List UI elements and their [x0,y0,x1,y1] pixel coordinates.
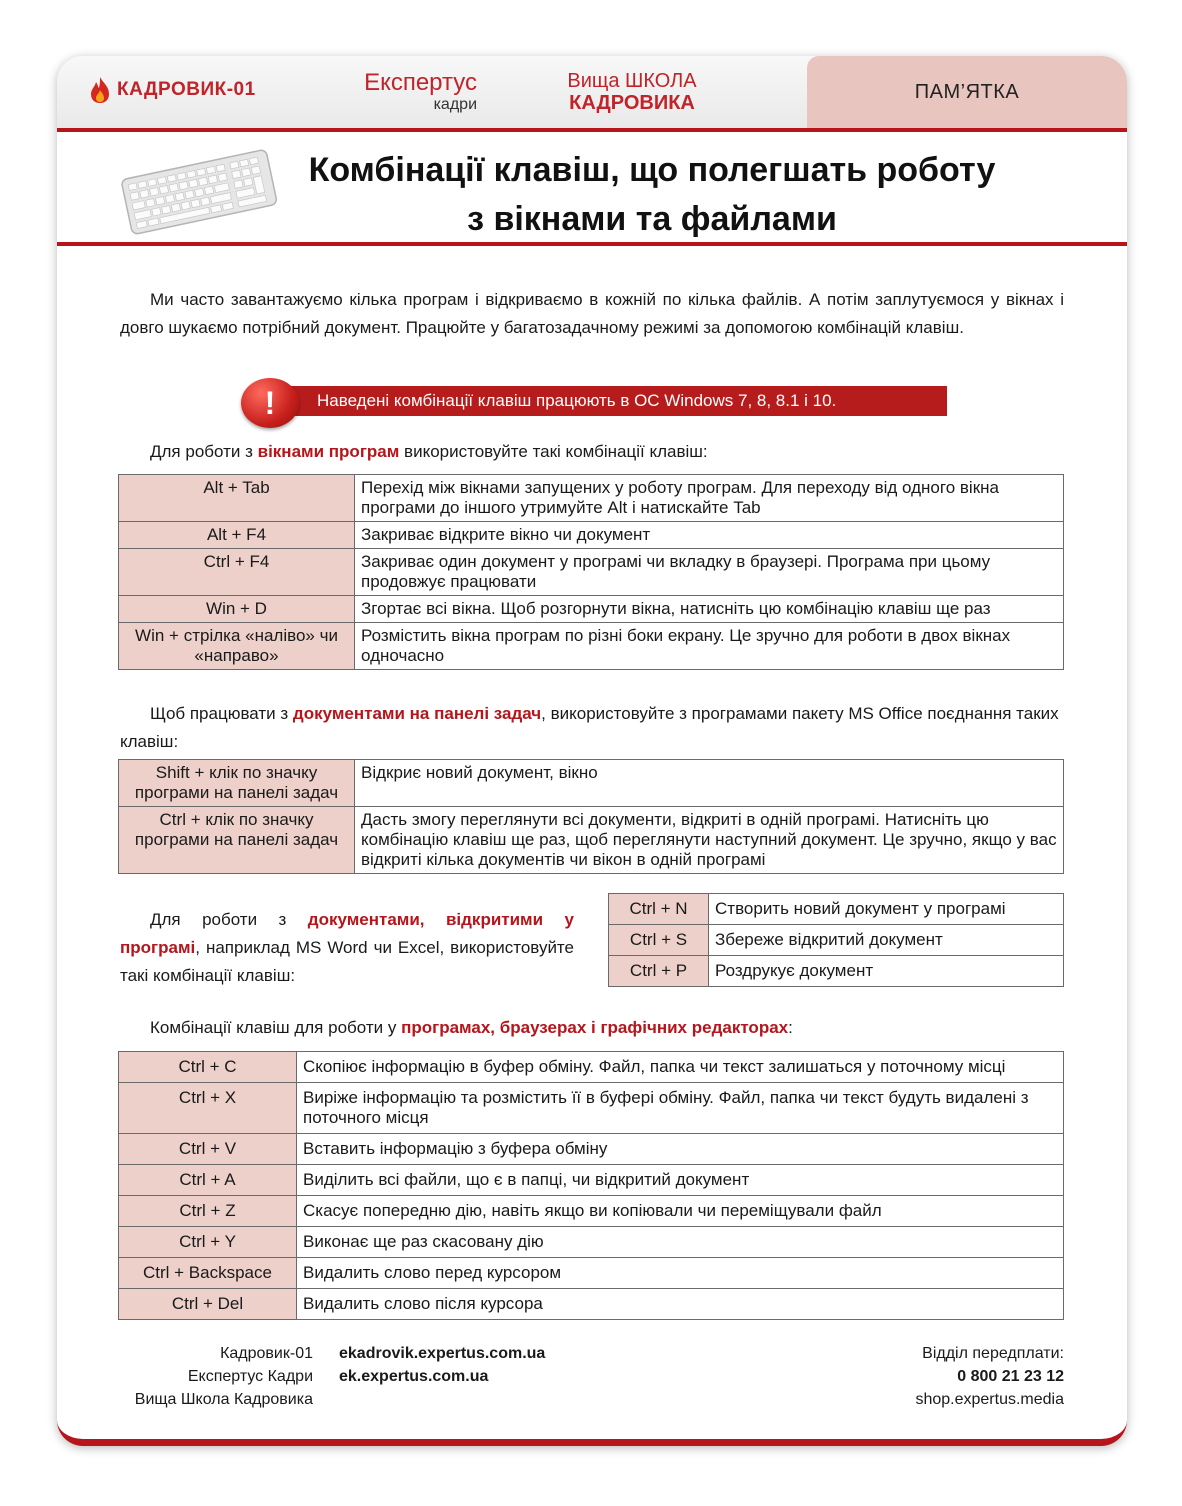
shortcut-key: Ctrl + N [609,894,709,925]
table-row [119,1134,1064,1165]
shortcut-description: Закриває один документ у програмі чи вкладку в браузері. Програма при цьому продовжує працювати [355,549,1064,596]
section4-post: : [788,1018,793,1037]
shortcut-description: Виріже інформацію та розмістить її в буфері обміну. Файл, папка чи текст будуть видалені з поточного місця [297,1083,1064,1134]
flame-icon [89,76,111,104]
subscription-phone[interactable] [837,1365,1064,1388]
table-row [119,1289,1064,1320]
table-row [119,1052,1064,1083]
page-title [257,146,1047,244]
section2-highlight: документами на панелі задач [292,704,542,723]
section2-post: , використовуйте з програмами пакету MS Office поєднання таких клавіш: [120,704,1059,751]
shortcut-description: Скопіює інформацію в буфер обміну. Файл, папка чи текст залишаться у поточному місці [297,1052,1064,1083]
memo-tag: ПАМ’ЯТКА [807,56,1127,128]
windows-note-text: Наведені комбінації клавіш працюють в ОС Windows 7, 8, 8.1 і 10. [281,386,947,416]
shortcut-description: Виділить всі файли, що є в папці, чи відкритий документ [297,1165,1064,1196]
shortcut-key: Shift + клік по значку програми на панелі задач [119,760,355,807]
subscription-phone-number: 0 800 21 23 12 [957,1368,1064,1385]
school-logo-line2: КАДРОВИКА [569,92,695,114]
table-row [119,623,1064,670]
section1-pre: Для роботи з [150,442,258,461]
shortcut-description: Роздрукує документ [709,956,1064,987]
footer-subscription [837,1342,1064,1411]
shortcut-description: Скасує попередню дію, навіть якщо ви копіювали чи переміщували файл [297,1196,1064,1227]
section1-post: використовуйте такі комбінації клавіш: [399,442,708,461]
shortcut-description: Видалить слово після курсора [297,1289,1064,1320]
shortcut-key: Ctrl + F4 [119,549,355,596]
section3-lead [120,906,574,990]
shortcut-description: Збереже відкритий документ [709,925,1064,956]
shortcut-description: Виконає ще раз скасовану дію [297,1227,1064,1258]
shortcut-description: Дасть змогу переглянути всі документи, відкриті в одній програмі. Натисніть цю комбінацію клавіш ще раз, щоб переглянути наступний документ. Це зручно, якщо у вас відкриті кілька документів чи вікон в одній програмі [355,807,1064,874]
footer-link[interactable]: ekadrovik.expertus.com.ua [339,1345,546,1362]
school-logo[interactable] [547,70,717,114]
section4-highlight: програмах, браузерах і графічних редакторах [401,1018,789,1037]
school-logo-line1: Вища ШКОЛА [567,70,697,92]
shortcut-key: Ctrl + Z [119,1196,297,1227]
shortcut-key: Alt + F4 [119,522,355,549]
shortcut-description: Закриває відкрите вікно чи документ [355,522,1064,549]
expertus-logo-line2: кадри [433,96,477,113]
footer-publication: Вища Школа Кадровика [134,1391,313,1408]
header-bar [57,56,1127,132]
windows-shortcuts-table [118,474,1064,670]
document-shortcuts-table [608,893,1064,987]
page-title-line2: з вікнами та файлами [467,200,837,238]
shortcut-key: Ctrl + S [609,925,709,956]
section4-pre: Комбінації клавіш для роботи у [150,1018,402,1037]
title-divider [57,242,1127,246]
table-row [119,475,1064,522]
kadrovik-logo[interactable] [89,76,256,104]
table-row [609,925,1064,956]
section3-pre: Для роботи з [150,910,308,929]
footer-publication: Експертус Кадри [187,1368,313,1385]
table-row [609,894,1064,925]
expertus-logo[interactable] [347,70,477,114]
footer-publications [87,1342,313,1411]
table-row [119,760,1064,807]
shortcut-description: Відкриє новий документ, вікно [355,760,1064,807]
intro-paragraph: Ми часто завантажуємо кілька програм і відкриваємо в кожній по кілька файлів. А потім заплутуємося у вікнах і довго шукаємо потрібний документ. Працюйте у багатозадачному режимі за допомогою комбінацій клавіш. [120,290,1064,337]
table-row [119,1165,1064,1196]
footer-links [339,1342,545,1388]
shortcut-key: Ctrl + Y [119,1227,297,1258]
subscription-label: Відділ передплати: [922,1345,1064,1362]
shortcut-key: Win + D [119,596,355,623]
shortcut-key: Ctrl + V [119,1134,297,1165]
shortcut-description: Видалить слово перед курсором [297,1258,1064,1289]
shortcut-description: Вставить інформацію з буфера обміну [297,1134,1064,1165]
kadrovik-logo-text: КАДРОВИК-01 [117,79,256,100]
memo-card [57,56,1127,1446]
section2-lead [120,700,1064,756]
taskbar-shortcuts-table [118,759,1064,874]
shortcut-key: Ctrl + Del [119,1289,297,1320]
shortcut-description: Розмістить вікна програм по різні боки екрану. Це зручно для роботи в двох вікнах одночасно [355,623,1064,670]
section3-highlight: документами, відкритими у програмі [120,910,574,957]
table-row [119,1083,1064,1134]
shortcut-key: Ctrl + клік по значку програми на панелі задач [119,807,355,874]
shortcut-description: Перехід між вікнами запущених у роботу програм. Для переходу від одного вікна програми до іншого утримуйте Alt і натискайте Tab [355,475,1064,522]
keyboard-icon [119,146,279,236]
expertus-logo-line1: Експертус [364,69,477,96]
exclamation-icon: ! [241,378,299,428]
shortcut-description: Створить новий документ у програмі [709,894,1064,925]
table-row [119,807,1064,874]
editing-shortcuts-table [118,1051,1064,1320]
table-row [609,956,1064,987]
table-row [119,1258,1064,1289]
table-row [119,1196,1064,1227]
shortcut-key: Ctrl + X [119,1083,297,1134]
section1-lead [120,438,1064,466]
shortcut-key: Ctrl + A [119,1165,297,1196]
section1-highlight: вікнами програм [257,442,400,461]
shortcut-key: Ctrl + C [119,1052,297,1083]
shortcut-key: Win + стрілка «наліво» чи «направо» [119,623,355,670]
section4-lead [120,1014,1064,1042]
footer-link[interactable]: ek.expertus.com.ua [339,1368,489,1385]
table-row [119,1227,1064,1258]
shortcut-key: Ctrl + Backspace [119,1258,297,1289]
shortcut-description: Згортає всі вікна. Щоб розгорнути вікна, натисніть цю комбінацію клавіш ще раз [355,596,1064,623]
subscription-site[interactable]: shop.expertus.media [915,1391,1064,1408]
table-row [119,549,1064,596]
section3-post: , наприклад MS Word чи Excel, використовуйте такі комбінації клавіш: [120,938,574,985]
footer-publication: Кадровик-01 [220,1345,313,1362]
page-title-line1: Комбінації клавіш, що полегшать роботу [308,151,996,189]
table-row [119,596,1064,623]
shortcut-key: Alt + Tab [119,475,355,522]
section2-pre: Щоб працювати з [150,704,293,723]
table-row [119,522,1064,549]
shortcut-key: Ctrl + P [609,956,709,987]
